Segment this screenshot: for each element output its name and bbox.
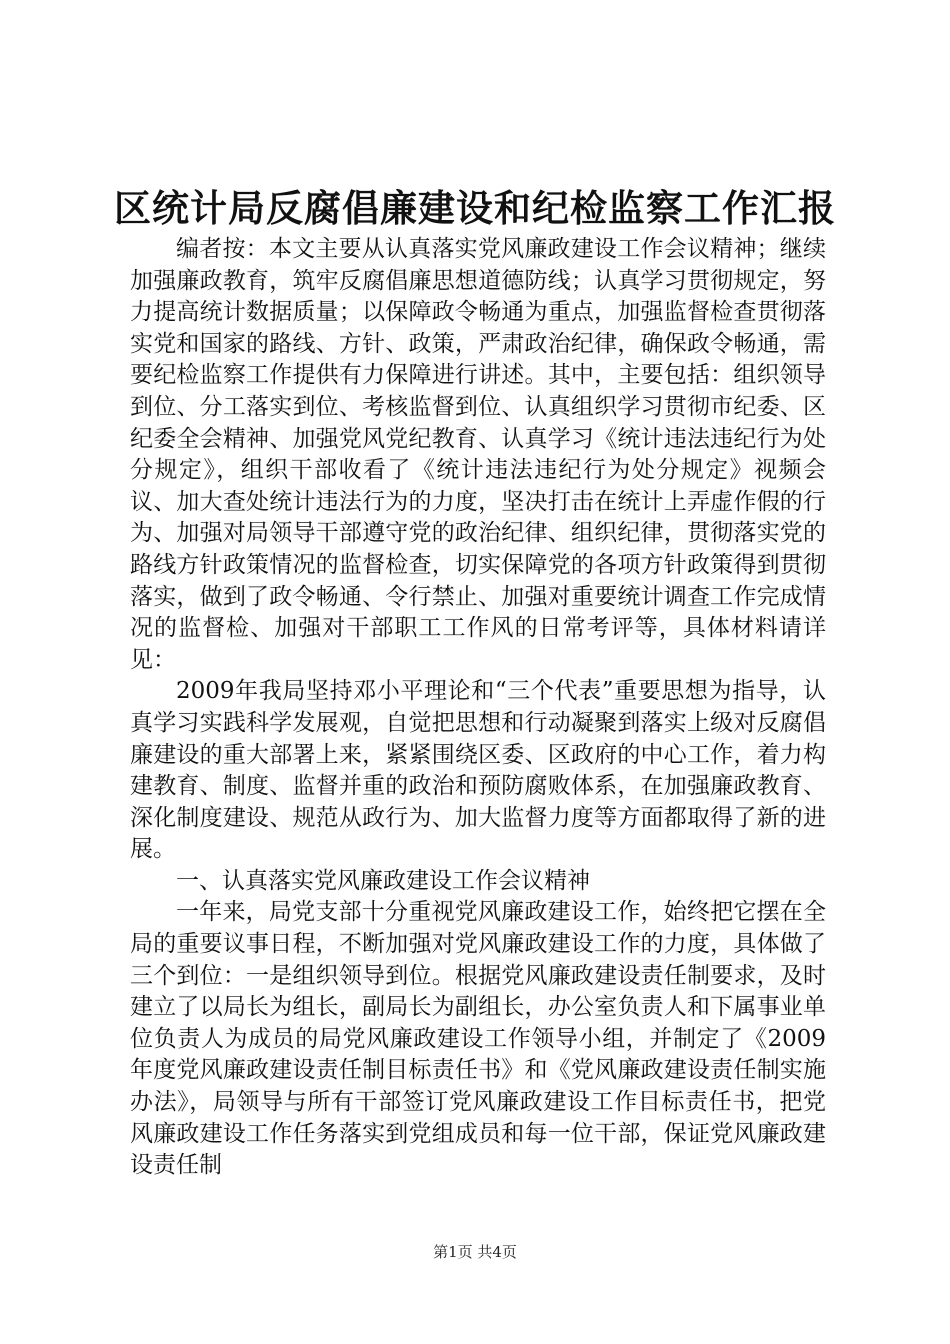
intro-paragraph: 2009年我局坚持邓小平理论和“三个代表”重要思想为指导，认真学习实践科学发展观，自觉把思想和行动凝聚到落实上级对反腐倡廉建设的重大部署上来，紧紧围绕区委、区政府的中心工作，着力构建教育、制度、监督并重的政治和预防腐败体系，在加强廉政教育、深化制度建设、规范从政行为、加大监督力度等方面都取得了新的进展。 — [130, 678, 826, 863]
section-heading: 一、认真落实党风廉政建设工作会议精神 — [176, 867, 590, 894]
document-title: 区统计局反腐倡廉建设和纪检监察工作汇报 — [114, 186, 836, 230]
editor-note-paragraph: 编者按：本文主要从认真落实党风廉政建设工作会议精神；继续加强廉政教育，筑牢反腐倡廉思想道德防线；认真学习贯彻规定，努力提高统计数据质量；以保障政令畅通为重点，加强监督检查贯彻落实党和国家的路线、方针、政策，严肃政治纪律，确保政令畅通，需要纪检监察工作提供有力保障进行讲述。其中，主要包括：组织领导到位、分工落实到位、考核监督到位、认真组织学习贯彻市纪委、区纪委全会精神、加强党风党纪教育、认真学习《统计违法违纪行为处分规定》，组织干部收看了《统计违法违纪行为处分规定》视频会议、加大查处统计违法行为的力度，坚决打击在统计上弄虚作假的行为、加强对局领导干部遵守党的政治纪律、组织纪律，贯彻落实党的路线方针政策情况的监督检查，切实保障党的各项方针政策得到贯彻落实，做到了政令畅通、令行禁止、加强对重要统计调查工作完成情况的监督检、加强对干部职工工作风的日常考评等，具体材料请详见： — [130, 236, 826, 673]
page-number-footer: 第1页 共4页 — [433, 1243, 517, 1261]
section-paragraph: 一年来，局党支部十分重视党风廉政建设工作，始终把它摆在全局的重要议事日程，不断加强对党风廉政建设工作的力度，具体做了三个到位：一是组织领导到位。根据党风廉政建设责任制要求，及时建立了以局长为组长，副局长为副组长，办公室负责人和下属事业单位负责人为成员的局党风廉政建设工作领导小组，并制定了《2009年度党风廉政建设责任制目标责任书》和《党风廉政建设责任制实施办法》，局领导与所有干部签订党风廉政建设工作目标责任书，把党风廉政建设工作任务落实到党组成员和每一位干部，保证党风廉政建设责任制 — [130, 899, 826, 1179]
document-body — [130, 234, 826, 1182]
